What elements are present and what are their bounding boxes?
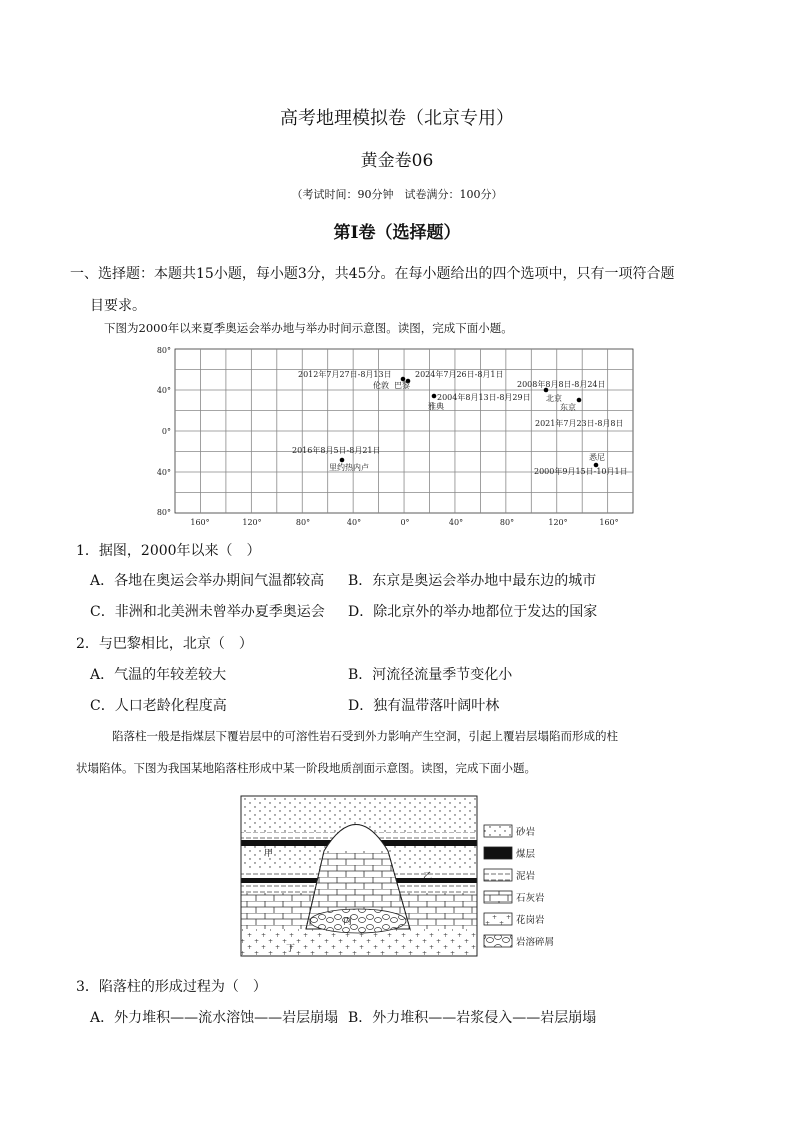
beijing-date: 2008年8月8日-8月24日 [517, 380, 606, 389]
q2-option-b[interactable]: B．河流径流量季节变化小 [348, 667, 513, 683]
tokyo-point [577, 398, 582, 403]
lon-label: 80° [295, 518, 311, 527]
legend [484, 825, 554, 948]
section-line-2: 目要求。 [90, 298, 146, 314]
legend-rubble-label: 岩溶碎屑 [516, 937, 555, 948]
london-name: 伦敦 [373, 381, 389, 390]
paris-name: 巴黎 [394, 381, 410, 390]
intro-collapse-line-1: 陷落柱一般是指煤层下覆岩层中的可溶性岩石受到外力影响产生空洞，引起上覆岩层塌陷而形成的柱 [112, 729, 618, 743]
athens-point [432, 394, 437, 399]
london-date: 2012年7月27日-8月13日 [298, 370, 392, 379]
rio-point [340, 458, 345, 463]
intro-collapse-line-2: 状塌陷体。下图为我国某地陷落柱形成中某一阶段地质剖面示意图。读图，完成下面小题。 [76, 761, 536, 775]
lat-label: 40° [156, 386, 171, 395]
athens-name: 雅典 [428, 402, 444, 411]
q2-stem: 2．与巴黎相比，北京（ ） [76, 636, 253, 652]
lat-label: 40° [156, 468, 171, 477]
legend-limestone-swatch [484, 891, 512, 903]
paper-title: 高考地理模拟卷（北京专用） [280, 108, 514, 129]
lon-label: 120° [242, 518, 262, 527]
legend-rubble-swatch [484, 935, 512, 947]
legend-mudstone-swatch [484, 869, 512, 881]
q2-option-d[interactable]: D．独有温带落叶阔叶林 [348, 698, 500, 714]
karst-rubble [310, 909, 406, 933]
label-ding: 丁 [286, 944, 296, 954]
lon-label: 40° [448, 518, 464, 527]
q3-option-b[interactable]: B．外力堆积——岩浆侵入——岩层崩塌 [348, 1010, 597, 1026]
lat-label: 80° [156, 508, 171, 517]
rio-date: 2016年8月5日-8月21日 [292, 446, 381, 455]
rio-name: 里约热内卢 [329, 463, 369, 472]
lon-labels [190, 518, 618, 527]
sydney-date: 2000年9月15日-10月1日 [534, 467, 628, 476]
legend-sandstone-label: 砂岩 [516, 827, 536, 838]
legend-coal-label: 煤层 [516, 849, 536, 860]
q1-option-d[interactable]: D．除北京外的举办地都位于发达的国家 [348, 604, 598, 620]
lon-label: 120° [548, 518, 568, 527]
legend-coal-swatch [484, 847, 512, 859]
legend-mudstone-label: 泥岩 [516, 871, 536, 882]
q2-option-a[interactable]: A．气温的年较差较大 [90, 667, 227, 683]
intro-olympics: 下图为2000年以来夏季奥运会举办地与举办时间示意图。读图，完成下面小题。 [104, 321, 513, 335]
legend-granite-swatch [484, 913, 512, 925]
legend-granite-label: 花岗岩 [516, 915, 545, 926]
geo-cross-section [238, 793, 568, 959]
q1-stem: 1．据图，2000年以来（ ） [76, 543, 261, 559]
lat-label: 0° [161, 427, 171, 436]
lat-labels [157, 346, 171, 517]
lon-label: 160° [599, 518, 619, 527]
tokyo-date: 2021年7月23日-8月8日 [535, 419, 624, 428]
label-bing: 丙 [343, 917, 353, 927]
olympics-map [140, 343, 640, 533]
map-grid [175, 349, 633, 513]
label-yi: 乙 [423, 872, 433, 882]
paris-date: 2024年7月26日-8月1日 [415, 370, 504, 379]
lon-label: 40° [346, 518, 362, 527]
section-line-1: 一、选择题：本题共15小题，每小题3分，共45分。在每小题给出的四个选项中，只有一项符合题 [70, 266, 675, 282]
part-title: 第Ⅰ卷（选择题） [333, 223, 461, 243]
label-jia: 甲 [264, 849, 274, 859]
q3-option-a[interactable]: A．外力堆积——流水溶蚀——岩层崩塌 [90, 1010, 339, 1026]
lat-label: 80° [156, 346, 171, 355]
lon-label: 80° [499, 518, 515, 527]
beijing-name: 北京 [546, 394, 562, 403]
q1-option-a[interactable]: A．各地在奥运会举办期间气温都较高 [90, 573, 325, 589]
section-instructions [70, 258, 730, 322]
exam-info: （考试时间：90分钟 试卷满分：100分） [291, 188, 503, 201]
q1-option-c[interactable]: C．非洲和北美洲未曾举办夏季奥运会 [90, 604, 325, 620]
lon-label: 160° [190, 518, 210, 527]
sydney-name: 悉尼 [589, 453, 605, 462]
paper-subtitle: 黄金卷06 [360, 151, 434, 171]
legend-sandstone-swatch [484, 825, 512, 837]
athens-date: 2004年8月13日-8月29日 [437, 393, 531, 402]
legend-limestone-label: 石灰岩 [516, 893, 545, 904]
q3-stem: 3．陷落柱的形成过程为（ ） [76, 979, 267, 995]
tokyo-name: 东京 [560, 403, 576, 412]
q1-option-b[interactable]: B．东京是奥运会举办地中最东边的城市 [348, 573, 597, 589]
q2-option-c[interactable]: C．人口老龄化程度高 [90, 698, 227, 714]
lon-label: 0° [400, 518, 410, 527]
